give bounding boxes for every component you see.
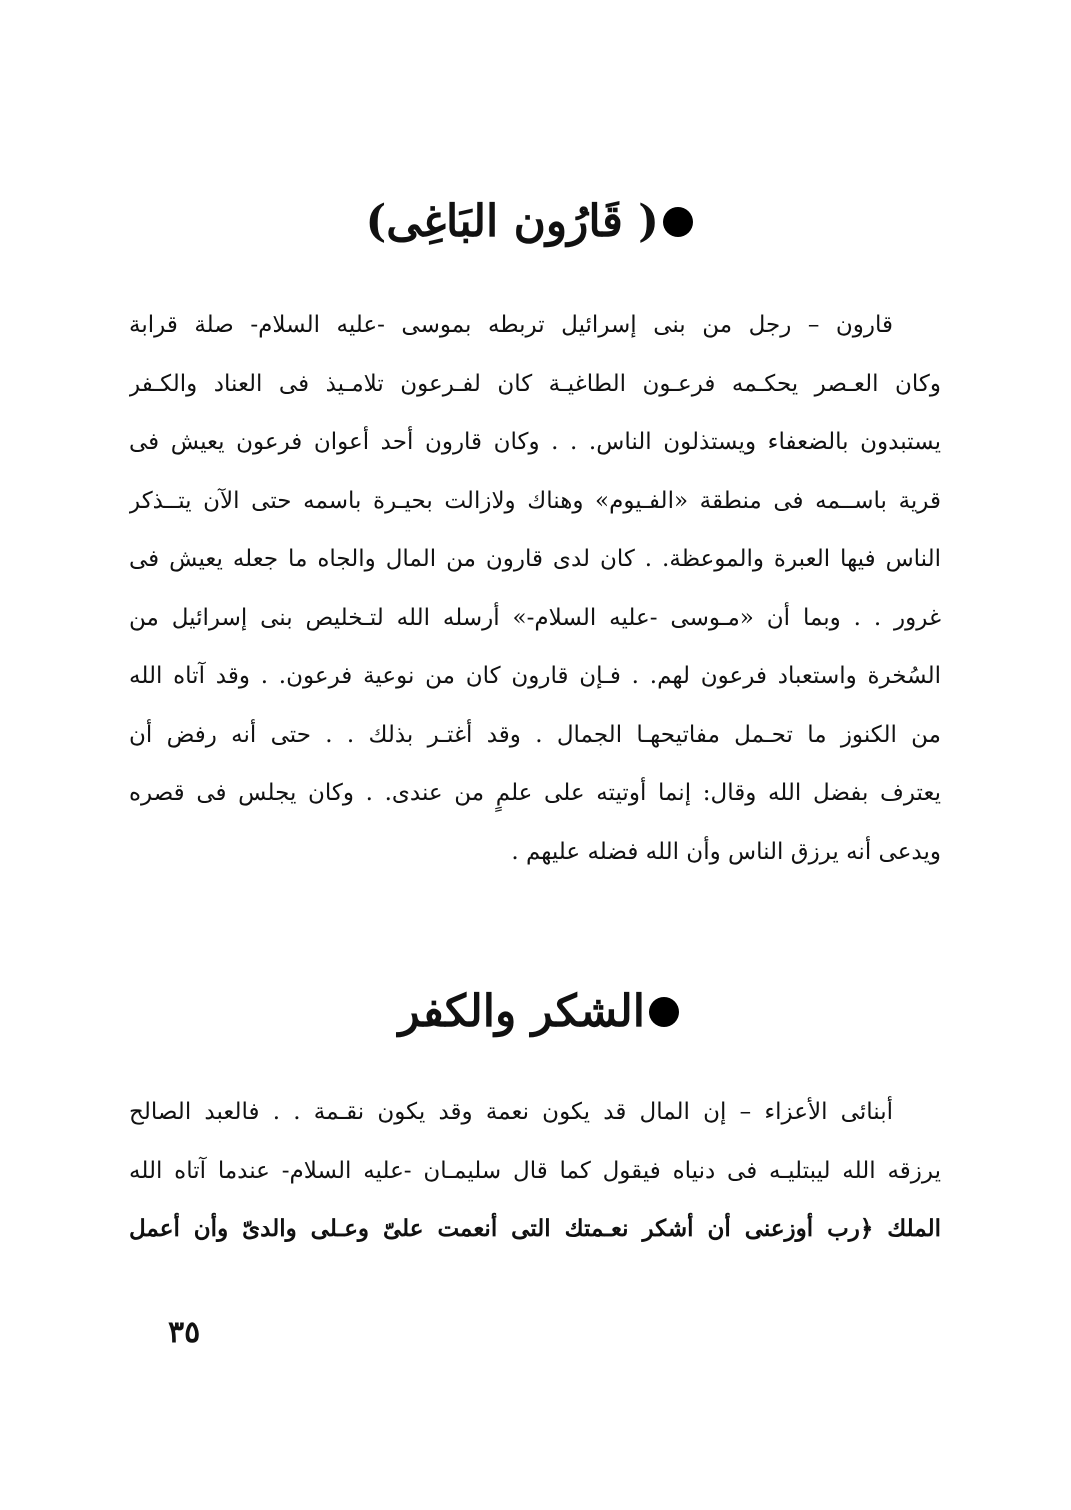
paragraph-gratitude bbox=[129, 1083, 941, 1259]
text-line: قرية باســمه فى منطقة «الفـيوم» وهناك ولازالت بحيـرة باسمه حتى الآن يتــذكر bbox=[129, 487, 941, 514]
paragraph-qarun bbox=[129, 296, 941, 881]
text-line: يستبدون بالضعفاء ويستذلون الناس. . . وكان قارون أحد أعوان فرعون يعيش فى bbox=[129, 429, 941, 455]
text-line: أبنائى الأعزاء – إن المال قد يكون نعمة وقد يكون نقـمة . . فالعبد الصالح bbox=[129, 1099, 893, 1125]
text-line: من الكنوز ما تحـمل مفاتيحهـا الجمال . وقد أغتـر بذلك . . حتى أنه رفض أن bbox=[129, 721, 941, 748]
page-number: ٣٥ bbox=[168, 1315, 201, 1350]
text-line: يرزقه الله ليبتليـه فى دنياه فيقول كما قال سليمـان -عليه السلام- عندما آتاه الله bbox=[129, 1157, 941, 1184]
text-line: وكان العـصر يحكـمه فرعـون الطاغيـة كان لفـرعون تلامـيذ فى العناد والكـفر bbox=[129, 370, 941, 397]
text-line: يعترف بفضل الله وقال: إنما أوتيته على علمٍ من عندى. . وكان يجلس فى قصره bbox=[129, 780, 941, 806]
section-heading-qarun bbox=[365, 196, 693, 247]
section-title: ( قَارُون البَاغِى) bbox=[365, 196, 659, 247]
text-line: قارون – رجل من بنى إسرائيل تربطه بموسى -عليه السلام- صلة قرابة bbox=[129, 312, 893, 338]
text-line-quran: الملك ﴿رب أوزعنى أن أشكر نعـمتك التى أنعمت علىّ وعـلى والدىّ وأن أعمل bbox=[129, 1215, 941, 1242]
text-line: السُخرة واستعباد فرعون لهم. . فـإن قارون كان من نوعية فرعون. . وقد آتاه الله bbox=[129, 663, 941, 689]
text-line: ويدعى أنه يرزق الناس وأن الله فضله عليهم . bbox=[511, 838, 941, 865]
bullet-icon bbox=[663, 207, 693, 237]
section-heading-gratitude bbox=[398, 986, 680, 1037]
section-title: الشكر والكفر bbox=[398, 986, 645, 1037]
text-line: غرور . . وبما أن «مـوسى -عليه السلام-» أرسله الله لتـخليص بنى إسرائيل من bbox=[129, 604, 941, 631]
bullet-icon bbox=[649, 997, 679, 1027]
text-line: الناس فيها العبرة والموعظة. . كان لدى قارون من المال والجاه ما جعله يعيش فى bbox=[129, 546, 941, 572]
